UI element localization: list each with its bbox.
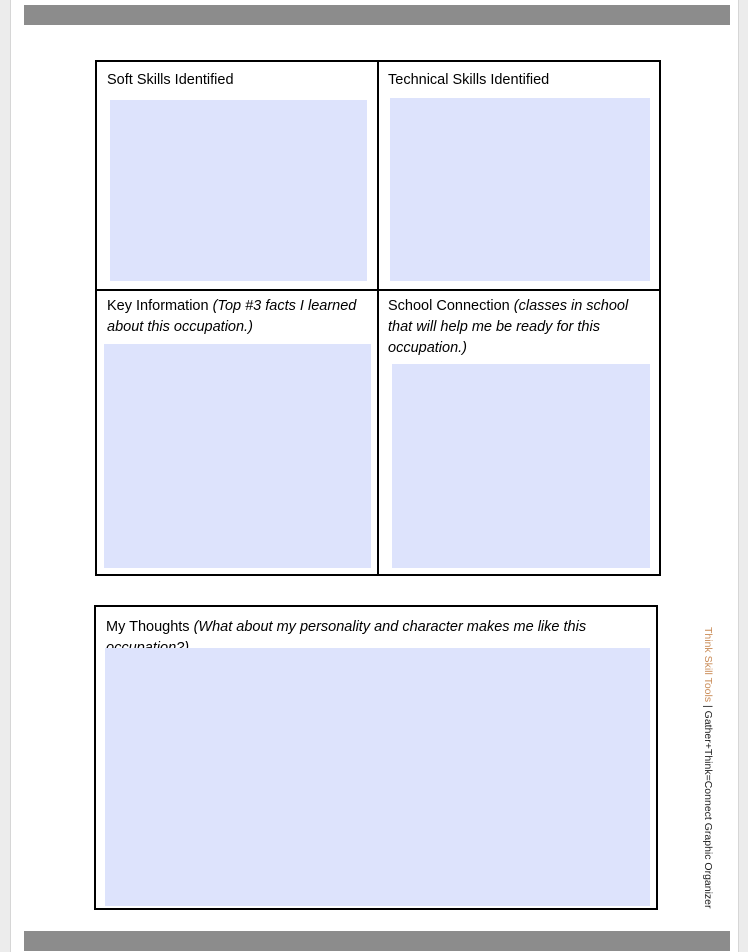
- soft-skills-label: [107, 70, 367, 91]
- skills-grid: [95, 60, 661, 576]
- organizer-title: Gather+Think=Connect Graphic Organizer: [702, 710, 714, 909]
- soft-skills-title: Soft Skills Identified: [107, 72, 234, 88]
- grid-horizontal-divider: [97, 289, 659, 291]
- credit-separator: |: [702, 705, 714, 708]
- key-information-answer-box[interactable]: [104, 344, 371, 568]
- my-thoughts-note: (What about my personality and character makes me like this: [193, 619, 587, 635]
- school-connection-note: (classes in school that will help me be ready for this occupation.): [388, 298, 629, 356]
- key-information-title: Key Information: [107, 298, 209, 314]
- school-connection-answer-box[interactable]: [392, 364, 650, 568]
- school-connection-title: School Connection: [388, 298, 510, 314]
- technical-skills-label: [388, 70, 653, 91]
- soft-skills-answer-box[interactable]: [110, 100, 367, 281]
- school-connection-label: [388, 296, 650, 359]
- technical-skills-answer-box[interactable]: [390, 98, 650, 281]
- vertical-credit: [700, 627, 716, 907]
- top-band: [24, 5, 730, 25]
- my-thoughts-answer-box[interactable]: [105, 648, 650, 906]
- my-thoughts-section: [94, 605, 658, 910]
- bottom-band: [24, 931, 730, 951]
- key-information-label: [107, 296, 371, 338]
- my-thoughts-title: My Thoughts: [106, 619, 190, 635]
- technical-skills-title: Technical Skills Identified: [388, 72, 550, 88]
- brand-name: Think Skill Tools: [702, 627, 714, 703]
- grid-vertical-divider: [377, 62, 379, 574]
- vertical-credit-text: [700, 627, 716, 909]
- key-information-note: (Top #3 facts I learned about this occupation.): [107, 298, 357, 335]
